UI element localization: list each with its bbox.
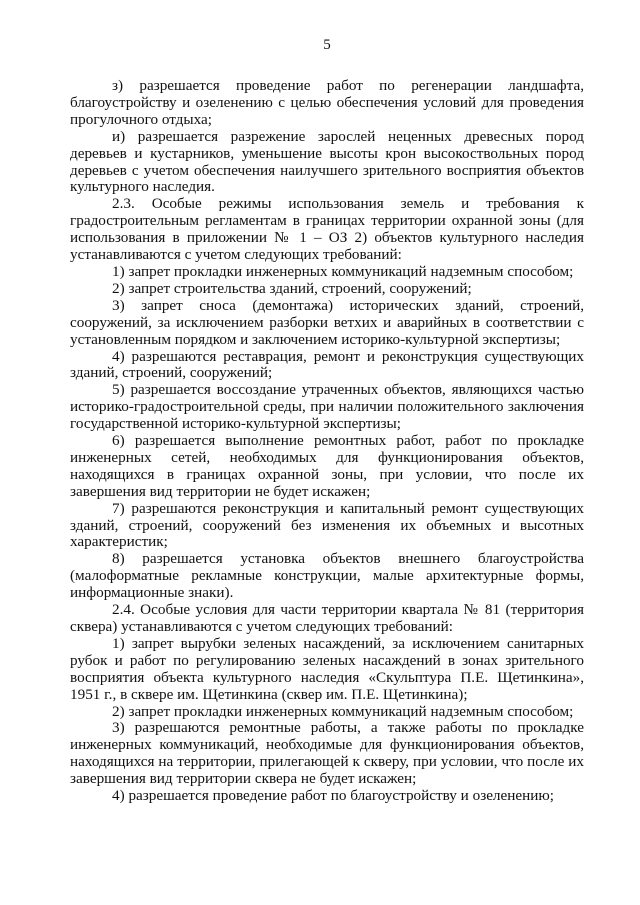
list-item: 4) разрешается проведение работ по благоустройству и озеленению;: [112, 787, 554, 805]
list-item: 8) разрешается установка объектов внешнего благоустройства (малоформатные рекламные конструкции, малые архитектурные формы, информационные знаки).: [70, 550, 584, 602]
list-item: 7) разрешаются реконструкция и капитальный ремонт существующих зданий, строений, сооружений без изменения их объемных и высотных характеристик;: [70, 499, 584, 551]
section-heading-paragraph: 2.3. Особые режимы использования земель и требования к градостроительным регламентам в границах территории охранной зоны (для использования в приложении № 1 – ОЗ 2) объектов культурного наследия устанавливаются с учетом следующих требований:: [70, 195, 584, 264]
page-number: 5: [323, 37, 331, 53]
list-item: 3) разрешаются ремонтные работы, а также работы по прокладке инженерных коммуникаций, необходимые для функционирования объектов, находящихся на территории, прилегающей к скверу, при условии, что после их завершения вид территории сквера не будет искажен;: [70, 719, 584, 788]
paragraph: з) разрешается проведение работ по регенерации ландшафта, благоустройству и озеленению с целью обеспечения условий для проведения прогулочного отдыха;: [70, 77, 584, 128]
list-item: 4) разрешаются реставрация, ремонт и реконструкция существующих зданий, строений, сооружений;: [70, 347, 584, 382]
list-item: 6) разрешается выполнение ремонтных работ, работ по прокладке инженерных сетей, необходимых для функционирования объектов, находящихся в границах охранной зоны, при условии, что после их завершения вид территории не будет искажен;: [70, 432, 584, 500]
list-item: 5) разрешается воссоздание утраченных объектов, являющихся частью историко-градостроительной среды, при наличии положительного заключения государственной историко-культурной экспертизы;: [70, 381, 584, 433]
list-item: 1) запрет вырубки зеленых насаждений, за исключением санитарных рубок и работ по регулированию зеленых насаждений в зонах зрительного восприятия объекта культурного наследия «Скульптура П.Е. Щетинкина», 1951 г., в сквере им. Щетинкина (сквер им. П.Е. Щетинкина);: [70, 634, 584, 703]
paragraph: и) разрешается разрежение зарослей неценных древесных пород деревьев и кустарников, уменьшение высоты крон высокоствольных пород деревьев с учетом обеспечения наилучшего зрительного восприятия объектов культурного наследия.: [70, 127, 584, 196]
list-item: 2) запрет прокладки инженерных коммуникаций надземным способом;: [112, 702, 574, 720]
list-item: 3) запрет сноса (демонтажа) исторических зданий, строений, сооружений, за исключением разборки ветхих и аварийных в соответствии с установленным порядком и заключением историко-культурной экспертизы;: [70, 296, 584, 348]
list-item: 1) запрет прокладки инженерных коммуникаций надземным способом;: [112, 262, 574, 280]
list-item: 2) запрет строительства зданий, строений, сооружений;: [112, 279, 472, 297]
section-heading-paragraph: 2.4. Особые условия для части территории квартала № 81 (территория сквера) устанавливаются с учетом следующих требований:: [70, 601, 584, 635]
